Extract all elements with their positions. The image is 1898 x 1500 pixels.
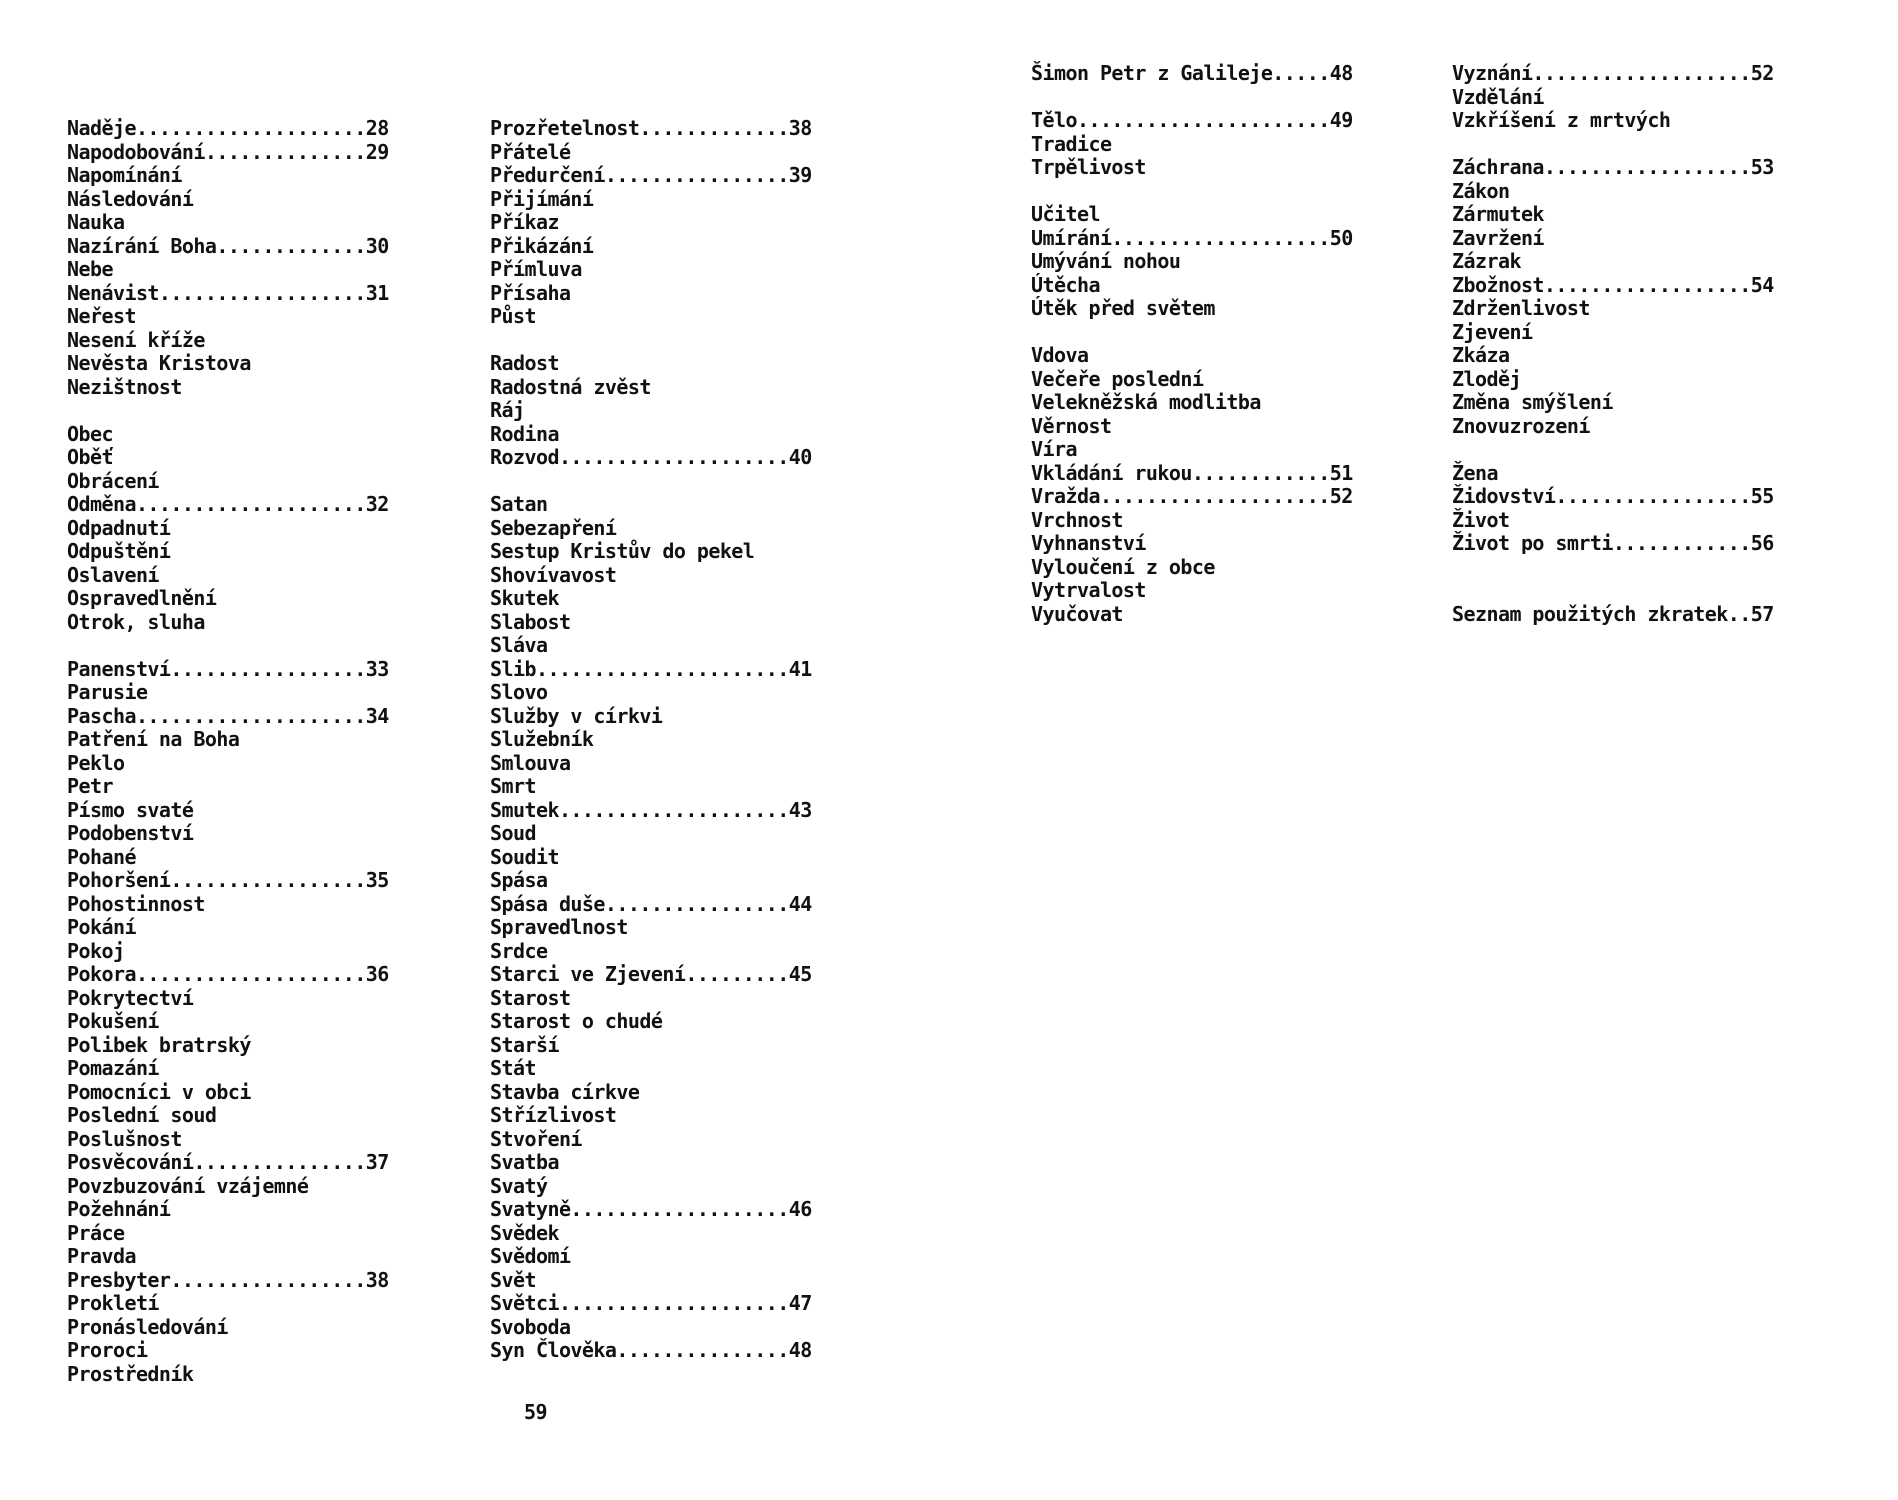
index-entry: Polibek bratrský: [67, 1032, 251, 1057]
index-entry: Slovo: [490, 680, 548, 704]
index-entry: Nauka: [67, 210, 125, 234]
index-entry: Pohané: [67, 844, 136, 869]
section-gap: [1031, 180, 1353, 204]
index-entry: Smlouva: [490, 750, 571, 775]
index-entry: Zázrak: [1452, 249, 1521, 273]
index-entry: Starší: [490, 1032, 559, 1057]
index-entry: Prozřetelnost.............38: [490, 116, 812, 140]
section-gap: [490, 329, 812, 353]
index-entry: Obrácení: [67, 468, 159, 493]
index-entry: Pokora....................36: [67, 962, 389, 986]
index-entry: Následování: [67, 186, 194, 211]
index-entry: Přímluva: [490, 257, 582, 281]
index-entry: Povzbuzování vzájemné: [67, 1173, 309, 1198]
index-entry: Přísaha: [490, 280, 571, 305]
index-entry: Večeře poslední: [1031, 366, 1204, 391]
index-entry: Písmo svaté: [67, 797, 194, 822]
index-entry: Tělo......................49: [1031, 108, 1353, 132]
index-entry: Učitel: [1031, 202, 1100, 226]
index-entry: Peklo: [67, 750, 125, 775]
index-entry: Zkáza: [1452, 343, 1510, 367]
index-entry: Vyhnanství: [1031, 531, 1146, 555]
index-entry: Služby v církvi: [490, 703, 663, 728]
index-entry: Neřest: [67, 304, 136, 328]
index-entry: Svědek: [490, 1220, 559, 1245]
index-entry: Práce: [67, 1220, 125, 1245]
index-entry: Starci ve Zjevení.........45: [490, 962, 812, 986]
index-entry: Útěcha: [1031, 272, 1100, 297]
index-entry: Podobenství: [67, 821, 194, 845]
index-entry: Sebezapření: [490, 515, 617, 540]
index-entry: Zdrženlivost: [1452, 296, 1590, 320]
index-entry: Změna smýšlení: [1452, 390, 1613, 414]
index-entry: Nebe: [67, 257, 113, 281]
index-entry: Židovství.................55: [1452, 484, 1774, 508]
index-entry: Poslušnost: [67, 1126, 182, 1151]
index-entry: Velekněžská modlitba: [1031, 390, 1261, 414]
index-entry: Pronásledování: [67, 1314, 228, 1339]
index-entry: Věrnost: [1031, 413, 1112, 438]
index-entry: Trpělivost: [1031, 155, 1146, 179]
index-entry: Skutek: [490, 586, 559, 610]
index-entry: Zavržení: [1452, 225, 1544, 250]
index-entry: Patření na Boha: [67, 727, 240, 751]
index-entry: Umývání nohou: [1031, 249, 1181, 273]
index-entry: Proroci: [67, 1338, 148, 1362]
index-entry: Zjevení: [1452, 319, 1533, 344]
index-entry: Seznam použitých zkratek..57: [1452, 601, 1774, 626]
section-gap: [1452, 579, 1774, 603]
index-entry: Nesení kříže: [67, 327, 205, 352]
section-gap: [490, 470, 812, 494]
index-entry: Radostná zvěst: [490, 374, 651, 399]
index-entry: Život: [1452, 507, 1510, 532]
index-entry: Nezištnost: [67, 374, 182, 399]
index-entry: Život po smrti............56: [1452, 531, 1774, 555]
index-entry: Pascha....................34: [67, 703, 389, 728]
index-entry: Požehnání: [67, 1197, 171, 1221]
index-entry: Petr: [67, 774, 113, 798]
index-column-3: [1031, 62, 1353, 626]
index-entry: Ospravedlnění: [67, 586, 217, 610]
index-entry: Nevěsta Kristova: [67, 351, 251, 375]
index-entry: Stát: [490, 1056, 536, 1080]
index-entry: Záchrana..................53: [1452, 155, 1774, 179]
index-entry: Vrchnost: [1031, 507, 1123, 532]
index-entry: Přikázání: [490, 233, 594, 258]
index-entry: Oběť: [67, 445, 113, 469]
index-entry: Útěk před světem: [1031, 296, 1215, 320]
index-entry: Odpadnutí: [67, 515, 171, 540]
index-entry: Svědomí: [490, 1244, 571, 1268]
index-entry: Zbožnost..................54: [1452, 272, 1774, 297]
index-entry: Pomocníci v obci: [67, 1079, 251, 1104]
index-entry: Odpuštění: [67, 539, 171, 563]
index-entry: Vyznání...................52: [1452, 61, 1774, 85]
index-column-2: [490, 117, 812, 1363]
index-entry: Presbyter.................38: [67, 1267, 389, 1292]
index-entry: Pomazání: [67, 1056, 159, 1080]
index-entry: Srdce: [490, 938, 548, 963]
index-entry: Prostředník: [67, 1361, 194, 1386]
index-entry: Pokušení: [67, 1009, 159, 1033]
index-entry: Soudit: [490, 844, 559, 869]
index-entry: Starost o chudé: [490, 1009, 663, 1033]
index-entry: Přátelé: [490, 139, 571, 164]
index-entry: Rodina: [490, 421, 559, 446]
index-entry: Pokání: [67, 915, 136, 939]
index-entry: Stavba církve: [490, 1079, 640, 1104]
section-gap: [1452, 556, 1774, 580]
section-gap: [67, 634, 389, 658]
index-entry: Spravedlnost: [490, 915, 628, 939]
index-entry: Vzkříšení z mrtvých: [1452, 108, 1671, 132]
index-entry: Služebník: [490, 727, 594, 751]
index-column-4: [1452, 62, 1774, 626]
index-entry: Znovuzrození: [1452, 413, 1590, 438]
index-entry: Pokoj: [67, 938, 125, 963]
index-entry: Stvoření: [490, 1126, 582, 1151]
index-entry: Spása duše................44: [490, 891, 812, 916]
index-entry: Vzdělání: [1452, 84, 1544, 109]
index-entry: Slib......................41: [490, 656, 812, 681]
index-entry: Nenávist..................31: [67, 280, 389, 305]
index-entry: Světci....................47: [490, 1291, 812, 1315]
index-entry: Napodobování..............29: [67, 139, 389, 164]
index-entry: Satan: [490, 492, 548, 516]
index-entry: Zármutek: [1452, 202, 1544, 226]
index-entry: Vdova: [1031, 343, 1089, 367]
index-entry: Obec: [67, 421, 113, 446]
index-entry: Posvěcování...............37: [67, 1150, 389, 1174]
index-entry: Prokletí: [67, 1291, 159, 1315]
index-entry: Žena: [1452, 460, 1498, 485]
index-entry: Soud: [490, 821, 536, 845]
index-entry: Umírání...................50: [1031, 225, 1353, 250]
index-entry: Přijímání: [490, 186, 594, 211]
index-entry: Svět: [490, 1267, 536, 1292]
index-entry: Rozvod....................40: [490, 445, 812, 469]
index-entry: Naděje....................28: [67, 116, 389, 140]
index-entry: Pohostinnost: [67, 891, 205, 916]
index-entry: Smutek....................43: [490, 797, 812, 822]
index-entry: Pohoršení.................35: [67, 868, 389, 892]
index-entry: Spása: [490, 868, 548, 892]
section-gap: [67, 399, 389, 423]
index-entry: Zloděj: [1452, 366, 1521, 391]
index-entry: Vytrvalost: [1031, 578, 1146, 602]
index-entry: Oslavení: [67, 562, 159, 587]
index-entry: Poslední soud: [67, 1103, 217, 1127]
index-entry: Vkládání rukou............51: [1031, 460, 1353, 485]
index-entry: Smrt: [490, 774, 536, 798]
index-entry: Tradice: [1031, 131, 1112, 156]
page-number: 59: [524, 1400, 548, 1424]
index-entry: Napomínání: [67, 163, 182, 187]
index-entry: Svatyně...................46: [490, 1197, 812, 1221]
index-entry: Svatba: [490, 1150, 559, 1174]
index-entry: Odměna....................32: [67, 492, 389, 516]
index-entry: Otrok, sluha: [67, 609, 205, 634]
index-entry: Nazírání Boha.............30: [67, 233, 389, 258]
index-entry: Zákon: [1452, 178, 1510, 203]
index-entry: Panenství.................33: [67, 656, 389, 681]
section-gap: [1031, 321, 1353, 345]
index-entry: Slabost: [490, 609, 571, 634]
index-entry: Vražda....................52: [1031, 484, 1353, 508]
section-gap: [1452, 438, 1774, 462]
index-entry: Pravda: [67, 1244, 136, 1268]
index-entry: Šimon Petr z Galileje.....48: [1031, 61, 1353, 85]
index-entry: Svoboda: [490, 1314, 571, 1339]
index-entry: Radost: [490, 351, 559, 375]
index-entry: Předurčení................39: [490, 163, 812, 187]
index-entry: Ráj: [490, 398, 525, 422]
index-entry: Vyloučení z obce: [1031, 554, 1215, 579]
index-entry: Sestup Kristův do pekel: [490, 539, 755, 563]
index-entry: Příkaz: [490, 210, 559, 234]
index-entry: Vyučovat: [1031, 601, 1123, 626]
index-entry: Víra: [1031, 437, 1077, 461]
index-entry: Parusie: [67, 680, 148, 704]
index-entry: Starost: [490, 985, 571, 1010]
index-entry: Sláva: [490, 633, 548, 657]
section-gap: [1031, 86, 1353, 110]
index-entry: Shovívavost: [490, 562, 617, 587]
index-entry: Půst: [490, 304, 536, 328]
section-gap: [1452, 133, 1774, 157]
index-entry: Svatý: [490, 1173, 548, 1198]
index-entry: Pokrytectví: [67, 985, 194, 1010]
index-entry: Střízlivost: [490, 1103, 617, 1127]
index-column-1: [67, 117, 389, 1386]
index-entry: Syn Člověka...............48: [490, 1338, 812, 1362]
